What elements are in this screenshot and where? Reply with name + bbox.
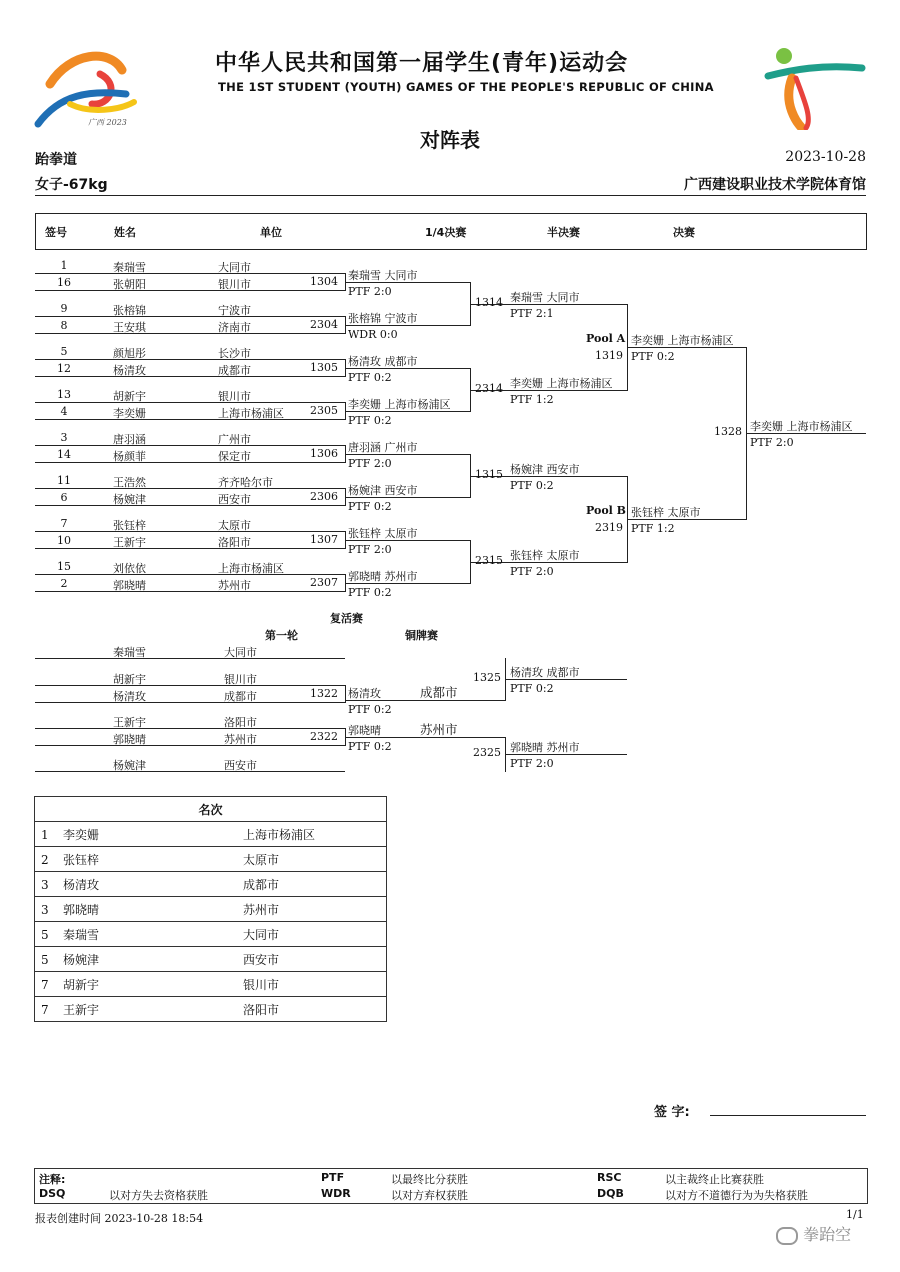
match-number: 2304 <box>310 318 338 331</box>
entrant-seed: 16 <box>57 276 71 289</box>
rank-unit: 西安市 <box>237 947 387 972</box>
bracket-line <box>35 333 345 334</box>
ranking-row <box>35 897 387 922</box>
entrant-unit: 银川市 <box>218 390 251 403</box>
pool-label: Pool B <box>586 504 626 517</box>
repechage-title: 复活赛 <box>330 612 363 625</box>
bracket-line <box>35 505 345 506</box>
repechage-name: 郭晓晴 <box>113 733 146 746</box>
entrant-unit: 保定市 <box>218 450 251 463</box>
legend-ptf: PTF <box>321 1171 345 1184</box>
bracket-line <box>35 745 345 746</box>
entrant-seed: 6 <box>60 491 68 504</box>
match-result: PTF 2:0 <box>510 565 554 578</box>
rank-name: 郭晓晴 <box>63 902 100 917</box>
bracket-line <box>35 702 345 703</box>
match-number: 1319 <box>595 349 623 362</box>
match-number: 1304 <box>310 275 338 288</box>
bracket-line <box>35 402 345 403</box>
ranking-table <box>34 796 387 1022</box>
match-result: PTF 2:1 <box>510 307 554 320</box>
rank-number: 5 <box>41 927 49 942</box>
event-date: 2023-10-28 <box>785 149 866 165</box>
final-result: PTF 2:0 <box>750 436 794 449</box>
legend-wdr-desc: 以对方弃权获胜 <box>391 1189 468 1202</box>
repechage-match-number: 2322 <box>310 730 338 743</box>
page-number: 1/1 <box>846 1208 864 1221</box>
legend-wdr: WDR <box>321 1187 351 1200</box>
rank-unit: 苏州市 <box>237 897 387 922</box>
legend-note: 注释: <box>39 1173 66 1186</box>
wechat-icon <box>776 1227 798 1245</box>
bronze-result: PTF 0:2 <box>510 682 554 695</box>
bracket-line <box>35 316 345 317</box>
legend-dqb-desc: 以对方不道德行为为失格获胜 <box>665 1189 808 1202</box>
rank-cell <box>35 947 238 972</box>
repechage-bronze-label: 铜牌赛 <box>405 629 438 642</box>
match-result: PTF 2:0 <box>348 543 392 556</box>
match-number: 2307 <box>310 576 338 589</box>
ranking-row <box>35 972 387 997</box>
match-result: PTF 0:2 <box>510 479 554 492</box>
repechage-winner-name: 杨清玫 <box>348 687 381 700</box>
entrant-seed: 9 <box>60 302 68 315</box>
match-result: PTF 1:2 <box>631 522 675 535</box>
entrant-seed: 2 <box>60 577 68 590</box>
col-qf: 1/4决赛 <box>425 226 467 239</box>
match-winner: 秦瑞雪 大同市 <box>348 269 418 282</box>
legend-rsc: RSC <box>597 1171 622 1184</box>
match-winner: 杨婉津 西安市 <box>348 484 418 497</box>
repechage-result: PTF 0:2 <box>348 703 392 716</box>
entrant-unit: 齐齐哈尔市 <box>218 476 273 489</box>
entrant-unit: 洛阳市 <box>218 536 251 549</box>
logo-caption: 广西 2023 <box>88 118 127 127</box>
ranking-row <box>35 997 387 1022</box>
entrant-seed: 12 <box>57 362 71 375</box>
ranking-row <box>35 872 387 897</box>
repechage-unit: 洛阳市 <box>224 716 257 729</box>
bracket-line <box>35 462 345 463</box>
rank-cell <box>35 822 238 847</box>
match-winner: 李奕姗 上海市杨浦区 <box>510 377 613 390</box>
rank-name: 杨清玫 <box>63 877 100 892</box>
entrant-unit: 广州市 <box>218 433 251 446</box>
repechage-name: 杨清玫 <box>113 690 146 703</box>
rank-cell <box>35 972 238 997</box>
rank-unit: 大同市 <box>237 922 387 947</box>
entrant-unit: 苏州市 <box>218 579 251 592</box>
watermark <box>776 1222 851 1245</box>
bracket-line <box>35 273 345 274</box>
match-winner: 李奕姗 上海市杨浦区 <box>631 334 734 347</box>
entrant-name: 郭晓晴 <box>113 579 146 592</box>
bracket-line <box>35 445 345 446</box>
legend-dsq: DSQ <box>39 1187 66 1200</box>
repechage-winner-unit: 成都市 <box>420 685 458 700</box>
rank-unit: 银川市 <box>237 972 387 997</box>
match-winner: 唐羽涵 广州市 <box>348 441 418 454</box>
entrant-name: 杨清玫 <box>113 364 146 377</box>
entrant-name: 王浩然 <box>113 476 146 489</box>
entrant-unit: 大同市 <box>218 261 251 274</box>
bracket-line <box>35 771 345 772</box>
games-logo-right <box>762 44 866 130</box>
match-number: 1306 <box>310 447 338 460</box>
repechage-round1-label: 第一轮 <box>265 629 298 642</box>
repechage-unit: 成都市 <box>224 690 257 703</box>
match-result: PTF 1:2 <box>510 393 554 406</box>
rank-name: 杨婉津 <box>63 952 100 967</box>
watermark-text: 拳跆空 <box>803 1225 852 1244</box>
bracket-line <box>35 290 345 291</box>
entrant-name: 杨婉津 <box>113 493 146 506</box>
rank-number: 7 <box>41 977 49 992</box>
repechage-unit: 大同市 <box>224 646 257 659</box>
ranking-row <box>35 847 387 872</box>
match-number: 1305 <box>310 361 338 374</box>
bronze-match-number: 2325 <box>473 746 501 759</box>
bracket-line <box>35 685 345 686</box>
rank-name: 张钰梓 <box>63 852 100 867</box>
rank-number: 5 <box>41 952 49 967</box>
entrant-unit: 济南市 <box>218 321 251 334</box>
match-winner: 李奕姗 上海市杨浦区 <box>348 398 451 411</box>
match-result: PTF 2:0 <box>348 457 392 470</box>
bracket-line <box>35 548 345 549</box>
repechage-unit: 西安市 <box>224 759 257 772</box>
match-number: 2306 <box>310 490 338 503</box>
repechage-winner-unit: 苏州市 <box>420 722 458 737</box>
col-sf: 半决赛 <box>547 226 580 239</box>
legend-dsq-desc: 以对方失去资格获胜 <box>109 1189 208 1202</box>
repechage-winner-name: 郭晓晴 <box>348 724 381 737</box>
col-final: 决赛 <box>673 226 695 239</box>
entrant-unit: 银川市 <box>218 278 251 291</box>
games-title-en: THE 1ST STUDENT (YOUTH) GAMES OF THE PEOPLE'S REPUBLIC OF CHINA <box>218 80 714 94</box>
signature-label: 签 字: <box>654 1105 690 1120</box>
entrant-seed: 11 <box>57 474 71 487</box>
repechage-match-number: 1322 <box>310 687 338 700</box>
rank-unit: 洛阳市 <box>237 997 387 1022</box>
match-number: 2305 <box>310 404 338 417</box>
match-winner: 张钰梓 太原市 <box>631 506 701 519</box>
match-result: PTF 2:0 <box>348 285 392 298</box>
entrant-name: 颜旭彤 <box>113 347 146 360</box>
match-number: 1315 <box>475 468 503 481</box>
repechage-name: 胡新宇 <box>113 673 146 686</box>
entrant-seed: 15 <box>57 560 71 573</box>
entrant-name: 胡新宇 <box>113 390 146 403</box>
signature-line[interactable] <box>710 1115 866 1116</box>
match-winner: 郭晓晴 苏州市 <box>348 570 418 583</box>
match-number: 1307 <box>310 533 338 546</box>
entrant-name: 秦瑞雪 <box>113 261 146 274</box>
bronze-result: PTF 2:0 <box>510 757 554 770</box>
repechage-name: 秦瑞雪 <box>113 646 146 659</box>
entrant-seed: 3 <box>60 431 68 444</box>
entrant-seed: 7 <box>60 517 68 530</box>
bracket-line <box>35 419 345 420</box>
bracket-line <box>35 359 345 360</box>
entrant-name: 张朝阳 <box>113 278 146 291</box>
rank-cell <box>35 922 238 947</box>
doc-title: 对阵表 <box>420 128 480 152</box>
sport-label: 跆拳道 <box>35 152 77 168</box>
rank-name: 胡新宇 <box>63 977 100 992</box>
venue: 广西建设职业技术学院体育馆 <box>684 177 866 193</box>
ranking-row <box>35 947 387 972</box>
legend-ptf-desc: 以最终比分获胜 <box>391 1173 468 1186</box>
bracket-line <box>35 531 345 532</box>
rank-unit: 上海市杨浦区 <box>237 822 387 847</box>
rank-cell <box>35 897 238 922</box>
entrant-name: 王新宇 <box>113 536 146 549</box>
rank-cell <box>35 997 238 1022</box>
rank-number: 7 <box>41 1002 49 1017</box>
report-created: 报表创建时间 2023-10-28 18:54 <box>35 1212 204 1225</box>
match-result: PTF 0:2 <box>348 500 392 513</box>
repechage-unit: 苏州市 <box>224 733 257 746</box>
entrant-unit: 成都市 <box>218 364 251 377</box>
entrant-unit: 西安市 <box>218 493 251 506</box>
ranking-row <box>35 822 387 847</box>
rank-number: 3 <box>41 877 49 892</box>
match-result: PTF 0:2 <box>348 586 392 599</box>
rank-unit: 太原市 <box>237 847 387 872</box>
repechage-result: PTF 0:2 <box>348 740 392 753</box>
legend-dqb: DQB <box>597 1187 624 1200</box>
entrant-unit: 上海市杨浦区 <box>218 407 284 420</box>
match-result: WDR 0:0 <box>348 328 398 341</box>
bracket-line <box>35 591 345 592</box>
match-winner: 张钰梓 太原市 <box>510 549 580 562</box>
match-number: 1314 <box>475 296 503 309</box>
repechage-name: 王新宇 <box>113 716 146 729</box>
entrant-name: 杨颜菲 <box>113 450 146 463</box>
pool-label: Pool A <box>586 332 626 345</box>
entrant-unit: 太原市 <box>218 519 251 532</box>
bronze-winner: 杨清玫 成都市 <box>510 666 580 679</box>
rank-name: 李奕姗 <box>63 827 100 842</box>
rank-cell <box>35 872 238 897</box>
rank-cell <box>35 847 238 872</box>
entrant-unit: 宁波市 <box>218 304 251 317</box>
entrant-unit: 长沙市 <box>218 347 251 360</box>
bronze-winner: 郭晓晴 苏州市 <box>510 741 580 754</box>
match-winner: 张榕锦 宁波市 <box>348 312 418 325</box>
final-match-number: 1328 <box>714 425 742 438</box>
rank-number: 1 <box>41 827 49 842</box>
match-number: 2319 <box>595 521 623 534</box>
match-result: PTF 0:2 <box>631 350 675 363</box>
entrant-seed: 5 <box>60 345 68 358</box>
rank-number: 2 <box>41 852 49 867</box>
entrant-name: 张榕锦 <box>113 304 146 317</box>
final-winner: 李奕姗 上海市杨浦区 <box>750 420 853 433</box>
match-result: PTF 0:2 <box>348 414 392 427</box>
ranking-row <box>35 922 387 947</box>
match-winner: 张钰梓 太原市 <box>348 527 418 540</box>
entrant-seed: 4 <box>60 405 68 418</box>
header-rule <box>35 195 866 196</box>
entrant-seed: 8 <box>60 319 68 332</box>
match-winner: 杨清玫 成都市 <box>348 355 418 368</box>
bracket-line <box>35 376 345 377</box>
games-title-cn: 中华人民共和国第一届学生(青年)运动会 <box>215 51 629 76</box>
entrant-name: 刘依依 <box>113 562 146 575</box>
bronze-match-number: 1325 <box>473 671 501 684</box>
entrant-seed: 14 <box>57 448 71 461</box>
entrant-unit: 上海市杨浦区 <box>218 562 284 575</box>
rank-name: 秦瑞雪 <box>63 927 100 942</box>
entrant-seed: 10 <box>57 534 71 547</box>
col-draw: 签号 <box>45 226 67 239</box>
legend-rsc-desc: 以主裁终止比赛获胜 <box>665 1173 764 1186</box>
match-number: 2315 <box>475 554 503 567</box>
match-number: 2314 <box>475 382 503 395</box>
rank-unit: 成都市 <box>237 872 387 897</box>
entrant-seed: 1 <box>60 259 68 272</box>
rank-name: 王新宇 <box>63 1002 100 1017</box>
repechage-name: 杨婉津 <box>113 759 146 772</box>
match-winner: 杨婉津 西安市 <box>510 463 580 476</box>
bracket-line <box>35 488 345 489</box>
entrant-name: 李奕姗 <box>113 407 146 420</box>
bracket-line <box>35 728 345 729</box>
entrant-name: 张钰梓 <box>113 519 146 532</box>
entrant-seed: 13 <box>57 388 71 401</box>
col-name: 姓名 <box>114 226 136 239</box>
col-unit: 单位 <box>260 226 282 239</box>
match-result: PTF 0:2 <box>348 371 392 384</box>
legend-box <box>34 1168 868 1204</box>
rank-number: 3 <box>41 902 49 917</box>
entrant-name: 王安琪 <box>113 321 146 334</box>
bracket-line <box>35 658 345 659</box>
bracket-line <box>35 574 345 575</box>
weight-category: 女子-67kg <box>35 177 108 193</box>
match-winner: 秦瑞雪 大同市 <box>510 291 580 304</box>
ranking-title: 名次 <box>35 797 387 822</box>
repechage-unit: 银川市 <box>224 673 257 686</box>
entrant-name: 唐羽涵 <box>113 433 146 446</box>
